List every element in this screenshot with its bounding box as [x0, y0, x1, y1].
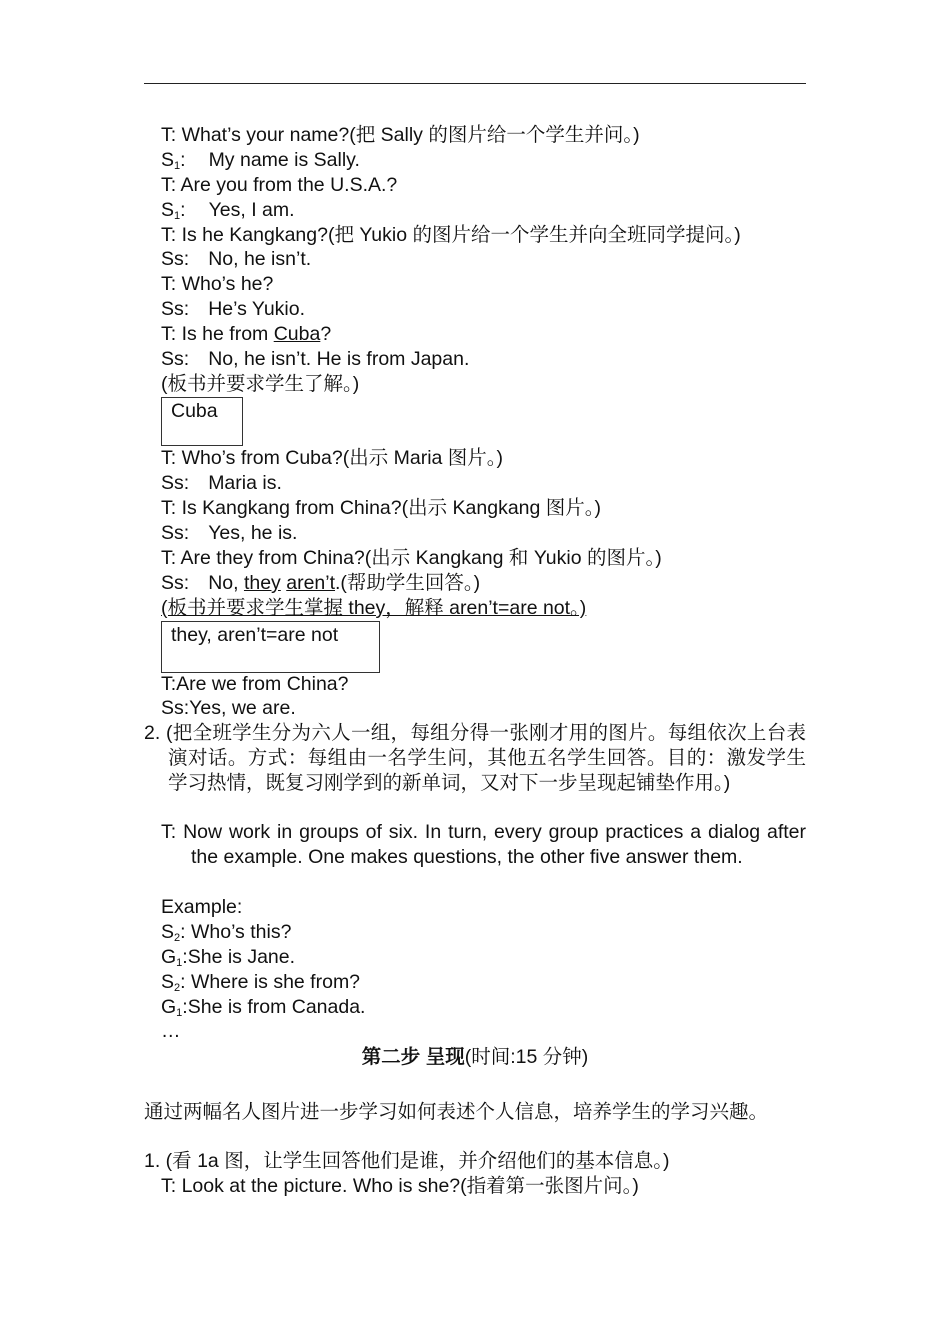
example-line: $S_2$: Who’s this? [161, 921, 292, 944]
teacher-instruction: T: Now work in groups of six. In turn, every group practices a dialog after the example. One makes questions, the other five answer them. [161, 821, 806, 868]
example-label: Example: [161, 896, 243, 918]
board-note: (板书并要求学生掌握 they，解释 aren’t=are not。) [161, 597, 587, 619]
teacher-line: T: Look at the picture. Who is she?(指着第一张图片问。) [161, 1175, 639, 1197]
dialog-line: T: Is he Kangkang?(把 Yukio 的图片给一个学生并向全班同学提问。) [161, 224, 741, 246]
ellipsis: … [161, 1020, 181, 1042]
dialog-line: Ss: No, they aren’t.(帮助学生回答。) [161, 572, 481, 594]
dialog-line: $S_1$: Yes, I am. [161, 199, 295, 222]
board-box: they, aren’t=are not [161, 621, 380, 673]
dialog-line: Ss: No, he isn’t. [161, 248, 312, 270]
example-line: $G_1:She$ is Jane. [161, 946, 296, 969]
header-rule [144, 83, 806, 84]
dialog-line: T:Are we from China? [161, 673, 349, 695]
step-item: 1. (看 1a 图，让学生回答他们是谁，并介绍他们的基本信息。) [144, 1150, 670, 1172]
dialog-line: Ss: Yes, he is. [161, 522, 298, 544]
board-note: (板书并要求学生了解。) [161, 373, 360, 395]
section-intro: 通过两幅名人图片进一步学习如何表述个人信息，培养学生的学习兴趣。 [144, 1101, 769, 1123]
dialog-line: T: Are they from China?(出示 Kangkang 和 Yukio 的图片。) [161, 547, 662, 569]
dialog-line: T: Who’s from Cuba?(出示 Maria 图片。) [161, 447, 504, 469]
dialog-line: Ss: No, he isn’t. He is from Japan. [161, 348, 470, 370]
activity-instruction: 2. (把全班学生分为六人一组，每组分得一张刚才用的图片。每组依次上台表演对话。方式：每组由一名学生问，其他五名学生回答。目的：激发学生学习热情，既复习刚学到的新单词，又对下一步呈现起铺垫作用。) [144, 722, 806, 794]
board-box: Cuba [161, 397, 243, 446]
dialog-line: T: Who’s he? [161, 273, 274, 295]
dialog-line: $S_1$: My name is Sally. [161, 149, 360, 172]
dialog-line: Ss: He’s Yukio. [161, 298, 306, 320]
dialog-line: T: Is Kangkang from China?(出示 Kangkang 图片。) [161, 497, 602, 519]
dialog-line: T: Are you from the U.S.A.? [161, 174, 398, 196]
dialog-line: Ss: Maria is. [161, 472, 282, 494]
dialog-line: T: Is he from Cuba? [161, 323, 332, 345]
dialog-line: Ss:Yes, we are. [161, 697, 296, 719]
dialog-line: T: What’s your name?(把 Sally 的图片给一个学生并问。) [161, 124, 640, 146]
example-line: $S_2$: Where is she from? [161, 971, 361, 994]
section-heading: 第二步 呈现(时间:15 分钟) [361, 1046, 589, 1068]
example-line: $G_1:She$ is from Canada. [161, 996, 366, 1019]
